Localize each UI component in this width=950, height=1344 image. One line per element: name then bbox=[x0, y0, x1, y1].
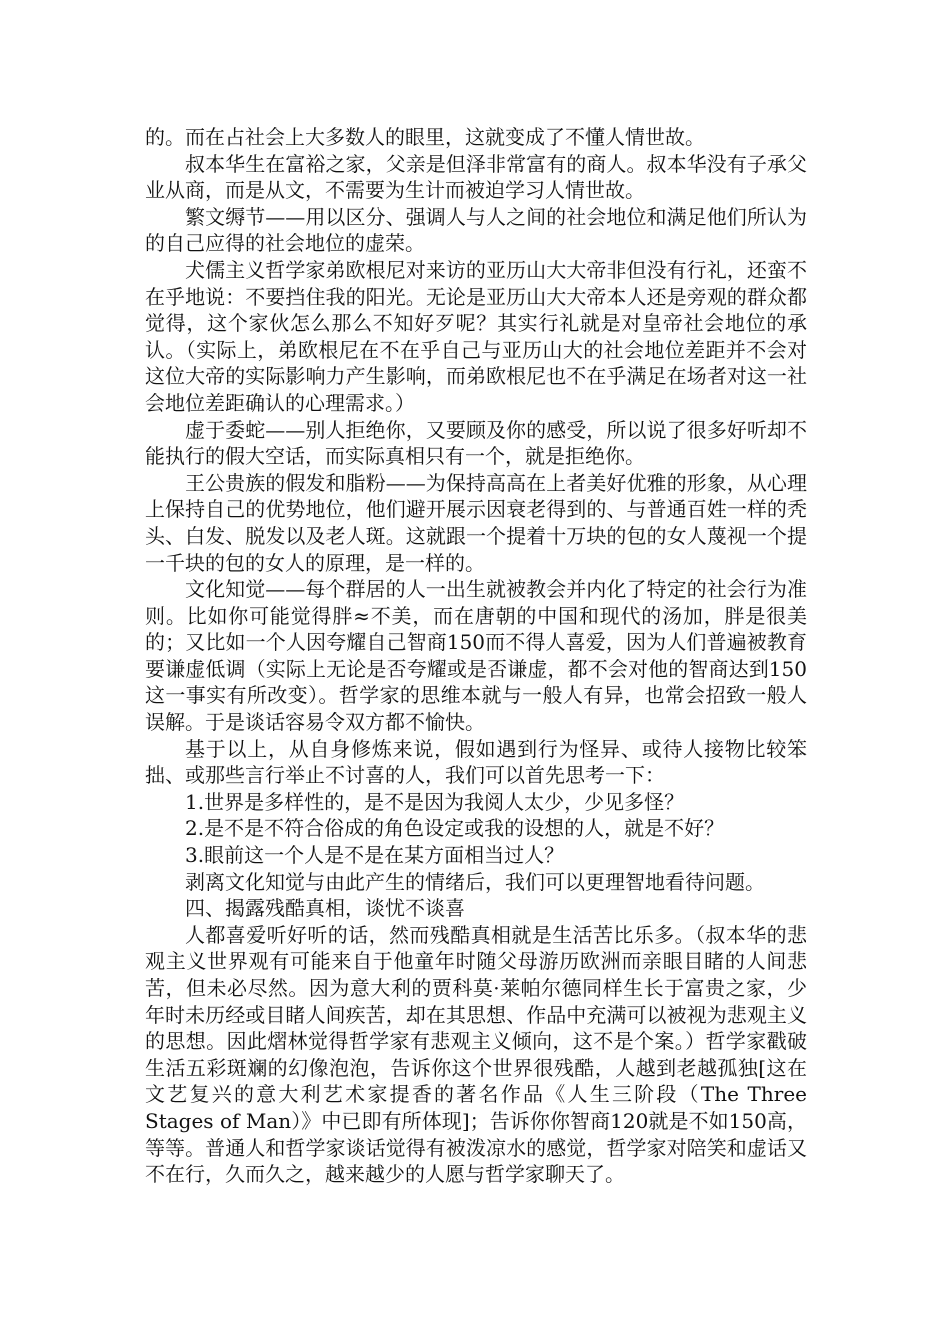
paragraph-conclusion: 剥离文化知觉与由此产生的情绪后，我们可以更理智地看待问题。 bbox=[185, 869, 765, 894]
paragraph-based-on-above: 基于以上，从自身修炼来说，假如遇到行为怪异、或待人接物比较笨拙、或那些言行举止不讨喜的人，我们可以首先思考一下： bbox=[145, 736, 807, 788]
paragraph-insincerity: 虚于委蛇——别人拒绝你，又要顾及你的感受，所以说了很多好听却不能执行的假大空话，而实际真相只有一个，就是拒绝你。 bbox=[145, 417, 807, 469]
paragraph-schopenhauer-background: 叔本华生在富裕之家，父亲是但泽非常富有的商人。叔本华没有子承父业从商，而是从文，不需要为生计而被迫学习人情世故。 bbox=[145, 151, 807, 203]
section-heading-four: 四、揭露残酷真相，谈忧不谈喜 bbox=[185, 896, 465, 921]
paragraph-wigs-and-powder: 王公贵族的假发和脂粉——为保持高高在上者美好优雅的形象，从心理上保持自己的优势地位，他们避开展示因衰老得到的、与普通百姓一样的秃头、白发、脱发以及老人斑。这就跟一个提着十万块的包的女人蔑视一个提一千块的包的女人的原理，是一样的。 bbox=[145, 470, 807, 575]
list-item-3: 3.眼前这一个人是不是在某方面相当过人？ bbox=[185, 843, 565, 868]
paragraph-etiquette: 繁文缛节——用以区分、强调人与人之间的社会地位和满足他们所认为的自己应得的社会地位的虚荣。 bbox=[145, 204, 807, 256]
paragraph-cruel-truth: 人都喜爱听好听的话，然而残酷真相就是生活苦比乐多。（叔本华的悲观主义世界观有可能来自于他童年时随父母游历欧洲而亲眼目睹的人间悲苦，但未必尽然。因为意大利的贾科莫·莱帕尔德同样生长于富贵之家，少年时未历经或目睹人间疾苦，却在其思想、作品中充满可以被视为悲观主义的思想。因此熠林觉得哲学家有悲观主义倾向，这不是个案。）哲学家戳破生活五彩斑斓的幻像泡泡，告诉你这个世界很残酷，人越到老越孤独[这在文艺复兴的意大利艺术家提香的著名作品《人生三阶段（The Three Stages of Man）》中已即有所体现]；告诉你你智商120就是不如150高，等等。普通人和哲学家谈话觉得有被泼凉水的感觉，哲学家对陪笑和虚话又不在行，久而久之，越来越少的人愿与哲学家聊天了。 bbox=[145, 922, 807, 1187]
list-item-1: 1.世界是多样性的，是不是因为我阅人太少，少见多怪？ bbox=[185, 789, 685, 814]
paragraph-diogenes: 犬儒主义哲学家弟欧根尼对来访的亚历山大大帝非但没有行礼，还蛮不在乎地说：不要挡住我的阳光。无论是亚历山大大帝本人还是旁观的群众都觉得，这个家伙怎么那么不知好歹呢？其实行礼就是对皇帝社会地位的承认。（实际上，弟欧根尼在不在乎自己与亚历山大的社会地位差距并不会对这位大帝的实际影响力产生影响，而弟欧根尼也不在乎满足在场者对这一社会地位差距确认的心理需求。） bbox=[145, 257, 807, 415]
list-item-2: 2.是不是不符合俗成的角色设定或我的设想的人，就是不好？ bbox=[185, 816, 725, 841]
paragraph-cultural-perception: 文化知觉——每个群居的人一出生就被教会并内化了特定的社会行为准则。比如你可能觉得胖≈不美，而在唐朝的中国和现代的汤加，胖是很美的；又比如一个人因夸耀自己智商150而不得人喜爱，因为人们普遍被教育要谦虚低调（实际上无论是否夸耀或是否谦虚，都不会对他的智商达到150这一事实有所改变）。哲学家的思维本就与一般人有异，也常会招致一般人误解。于是谈话容易令双方都不愉快。 bbox=[145, 577, 807, 735]
document-page bbox=[145, 124, 807, 1188]
paragraph-continuation: 的。而在占社会上大多数人的眼里，这就变成了不懂人情世故。 bbox=[145, 125, 705, 149]
